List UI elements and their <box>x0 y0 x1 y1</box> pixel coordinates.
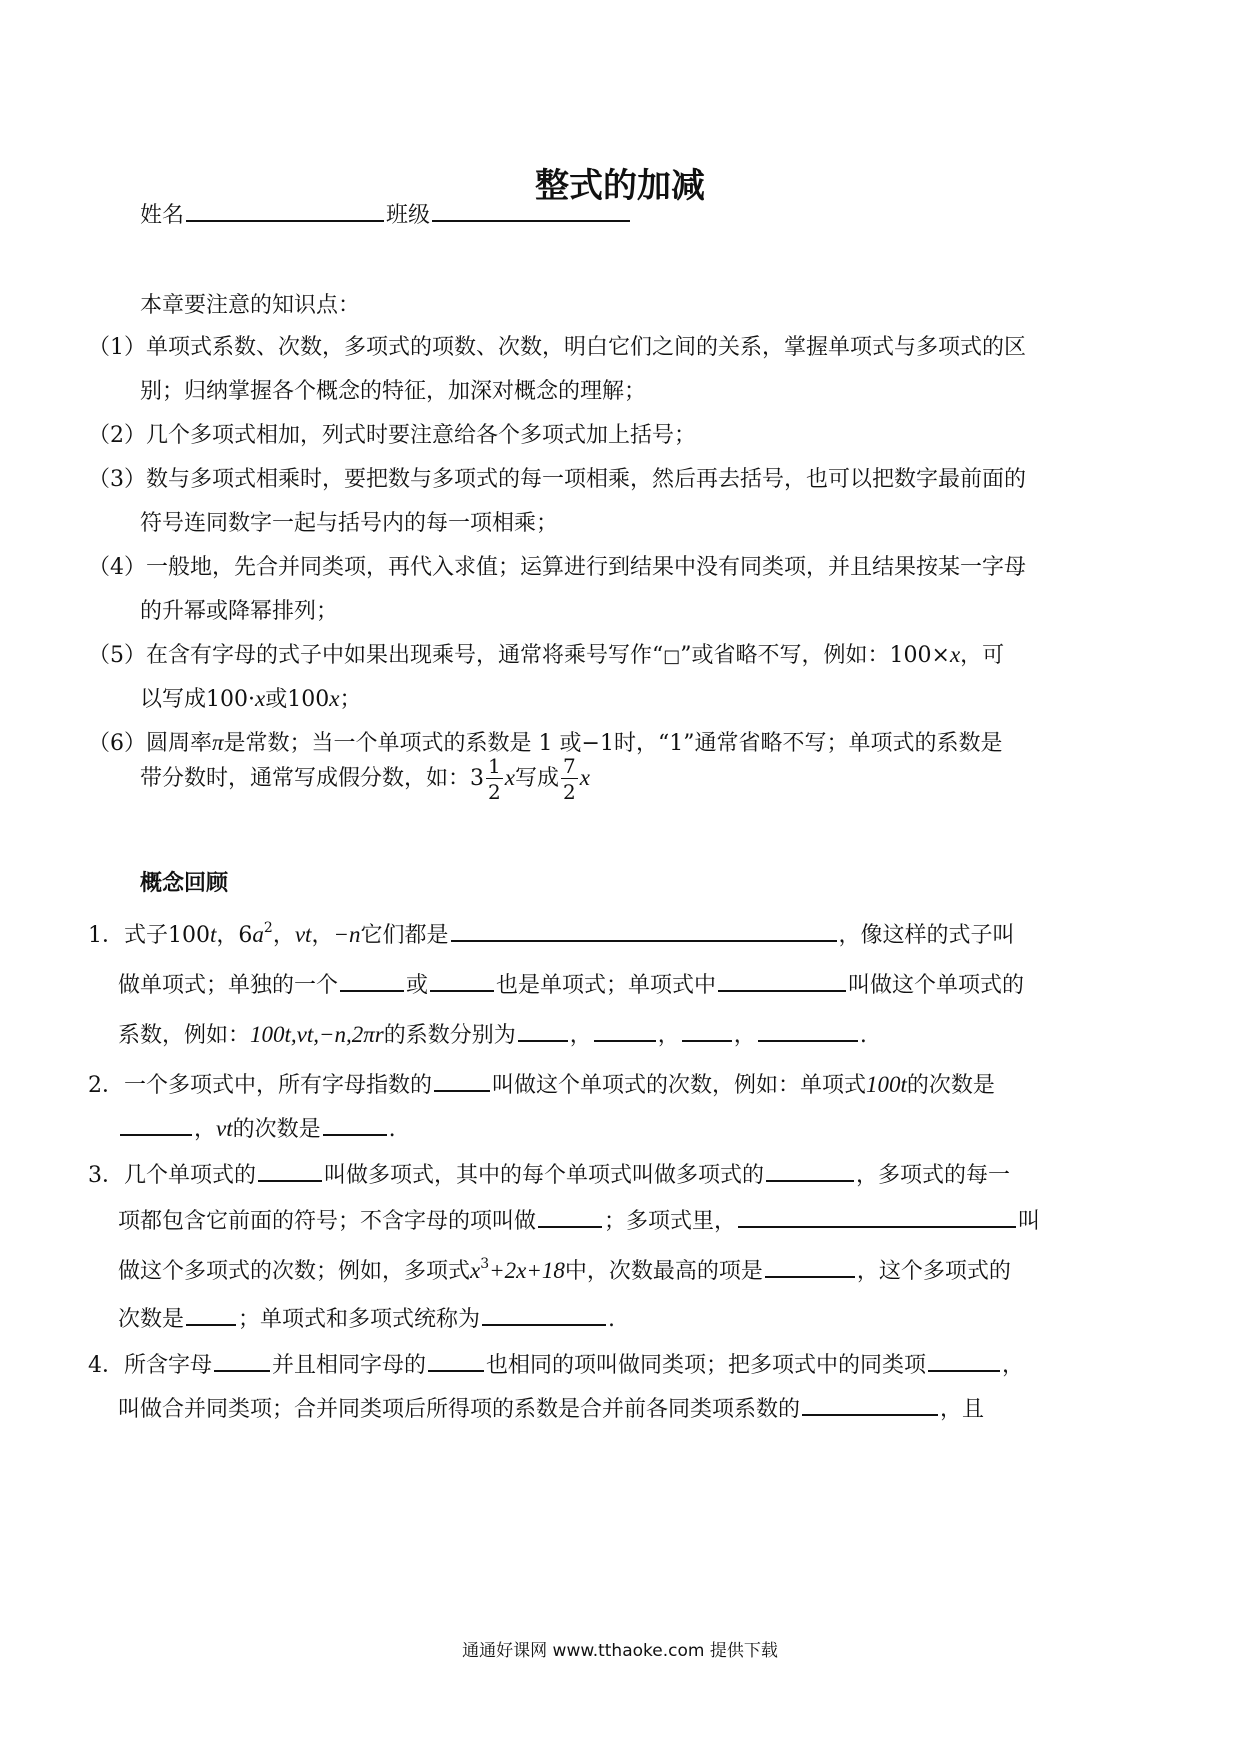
q4-text-2b: ，且 <box>940 1397 985 1422</box>
q1-line-1 <box>88 918 1015 949</box>
q2-blank-3[interactable] <box>323 1112 387 1136</box>
q1-comma-c: ， <box>733 1023 756 1048</box>
q2-blank-1[interactable] <box>434 1068 490 1092</box>
point-6-line-2 <box>140 756 590 802</box>
q3-text-3e: 中，次数最高的项是 <box>564 1259 763 1284</box>
q1-expr-list: 100t,vt,−n,2πr <box>250 1022 384 1047</box>
p6-var-x2: x <box>579 765 590 790</box>
q1-comma-3: ， <box>311 923 334 948</box>
fraction-2-denominator: 2 <box>562 780 576 804</box>
q4-text-c: 也相同的项叫做同类项；把多项式中的同类项 <box>486 1353 927 1378</box>
q1-end: . <box>859 1023 867 1048</box>
p5-text-end: ； <box>339 687 362 712</box>
q4-blank-3[interactable] <box>928 1348 1000 1372</box>
p5-expr-100x: 100× <box>889 643 950 668</box>
q2-text-b: 叫做这个单项式的次数，例如：单项式 <box>492 1073 867 1098</box>
q3-line-1 <box>88 1158 1010 1189</box>
point-6-line-1 <box>88 726 1002 757</box>
q1-text-2b: 或 <box>406 973 429 998</box>
q4-blank-1[interactable] <box>214 1348 270 1372</box>
q1-comma-2: ， <box>272 923 295 948</box>
q3-text-3f: ，这个多项式的 <box>856 1259 1011 1284</box>
multiply-symbol-box: □ <box>663 646 681 667</box>
q3-blank-3[interactable] <box>538 1204 602 1228</box>
q2-line-2 <box>118 1112 396 1143</box>
q2-var-vt: vt <box>216 1116 233 1141</box>
q1-text-3a: 系数，例如： <box>118 1023 251 1048</box>
q1-blank-1[interactable] <box>451 918 837 942</box>
p5-text-or: 或 <box>265 687 288 712</box>
fraction-seven-halves <box>561 756 578 802</box>
q1-blank-8[interactable] <box>758 1018 858 1042</box>
q2-text-2a: ， <box>194 1117 217 1142</box>
q1-exp-2: 2 <box>263 920 273 936</box>
q1-text-m: ，像这样的式子叫 <box>838 923 1015 948</box>
q3-line-2 <box>118 1204 1040 1235</box>
q1-text-l: 它们都是 <box>360 923 449 948</box>
q2-line-1 <box>88 1068 995 1099</box>
p5-var-x: x <box>949 642 961 667</box>
p6-text-a: （6）圆周率 <box>88 731 212 756</box>
p5-text-f: ，可 <box>960 643 1005 668</box>
q3-expr-rest: +2x+18 <box>489 1258 565 1283</box>
point-2-line-1: （2）几个多项式相加，列式时要注意给各个多项式加上括号； <box>88 423 696 448</box>
p5-text-2a: 以写成 <box>140 687 207 712</box>
q1-blank-6[interactable] <box>594 1018 656 1042</box>
q3-blank-4[interactable] <box>738 1204 1016 1228</box>
q3-text-2a: 项都包含它前面的符号；不含字母的项叫做 <box>118 1209 537 1234</box>
p5-text-a: （5）在含有字母的式子中如果出现乘号，通常将乘号写作“ <box>88 643 664 668</box>
q4-text-2a: 叫做合并同类项；合并同类项后所得项的系数是合并前各同类项系数的 <box>118 1397 801 1422</box>
mixed-number-whole: 3 <box>470 766 485 791</box>
name-label: 姓名 <box>140 203 185 228</box>
point-1-line-2: 别；归纳掌握各个概念的特征，加深对概念的理解； <box>140 379 647 404</box>
p6-text-c: 是常数；当一个单项式的系数是 1 或 <box>223 731 582 756</box>
q3-text-c: ，多项式的每一 <box>856 1163 1011 1188</box>
q1-num-100: 100 <box>168 923 210 948</box>
q1-var-a: a <box>252 922 264 947</box>
q1-line-3 <box>118 1018 867 1049</box>
p6-text-e: 时，“1”通常省略不写；单项式的系数是 <box>613 731 1003 756</box>
q1-text-2c: 也是单项式；单项式中 <box>496 973 717 998</box>
p5-var-x3: x <box>329 686 340 711</box>
p6-var-x: x <box>504 765 515 790</box>
name-blank[interactable] <box>186 198 384 222</box>
page-title: 整式的加减 <box>535 166 705 206</box>
q1-blank-4[interactable] <box>718 968 846 992</box>
q1-comma-b: ， <box>657 1023 680 1048</box>
q2-text-a: 2．一个多项式中，所有字母指数的 <box>88 1073 432 1098</box>
p5-expr-100dot: 100· <box>206 687 255 712</box>
p6-text-2a: 带分数时，通常写成假分数，如： <box>140 766 471 791</box>
q4-text-b: 并且相同字母的 <box>272 1353 427 1378</box>
point-5-line-1 <box>88 638 1004 669</box>
fraction-1-denominator: 2 <box>488 780 501 804</box>
q1-text-a: 1．式子 <box>88 923 168 948</box>
q1-text-2a: 做单项式；单独的一个 <box>118 973 339 998</box>
q1-num-6: 6 <box>238 923 253 948</box>
p5-var-x2: x <box>255 686 266 711</box>
q1-blank-5[interactable] <box>518 1018 568 1042</box>
q3-end: . <box>608 1307 616 1332</box>
p5-text-c: ”或省略不写，例如： <box>680 643 890 668</box>
name-class-line <box>140 198 632 229</box>
point-3-line-1: （3）数与多项式相乘时，要把数与多项式的每一项相乘，然后再去括号，也可以把数字最前面的 <box>88 467 1027 492</box>
q1-text-2d: 叫做这个单项式的 <box>848 973 1025 998</box>
point-4-line-1: （4）一般地，先合并同类项，再代入求值；运算进行到结果中没有同类项，并且结果按某一字母 <box>88 555 1027 580</box>
intro-text: 本章要注意的知识点： <box>140 293 361 318</box>
q3-text-a: 3．几个单项式的 <box>88 1163 256 1188</box>
q3-blank-1[interactable] <box>258 1158 322 1182</box>
q1-blank-2[interactable] <box>340 968 404 992</box>
q3-exp-3: 3 <box>480 1256 490 1272</box>
fraction-2-numerator: 7 <box>562 754 576 778</box>
q3-blank-6[interactable] <box>186 1302 236 1326</box>
q3-line-4 <box>118 1302 615 1333</box>
point-3-line-2: 符号连同数字一起与括号内的每一项相乘； <box>140 511 559 536</box>
fraction-one-half <box>486 756 503 802</box>
q1-var-vt: vt <box>294 922 312 947</box>
q4-line-1 <box>88 1348 1024 1379</box>
q1-text-3c: 的系数分别为 <box>383 1023 516 1048</box>
q1-line-2 <box>118 968 1024 999</box>
q2-blank-2[interactable] <box>120 1112 192 1136</box>
q2-text-2c: 的次数是 <box>232 1117 321 1142</box>
q1-var-neg-n: −n <box>333 922 361 947</box>
q2-text-d: 的次数是 <box>906 1073 995 1098</box>
q4-text-d: ， <box>1002 1353 1025 1378</box>
p5-expr-100: 100 <box>287 687 330 712</box>
q3-text-2c: 叫 <box>1018 1209 1041 1234</box>
q3-var-x: x <box>470 1258 481 1283</box>
p6-minus-one: −1 <box>581 731 614 756</box>
q3-text-2b: ；多项式里， <box>604 1209 737 1234</box>
point-1-line-1: （1）单项式系数、次数，多项式的项数、次数，明白它们之间的关系，掌握单项式与多项式的区 <box>88 335 1027 360</box>
q3-text-4b: ；单项式和多项式统称为 <box>238 1307 481 1332</box>
q1-comma-a: ， <box>569 1023 592 1048</box>
point-4-line-2: 的升幂或降幂排列； <box>140 599 339 624</box>
q4-text-a: 4．所含字母 <box>88 1353 212 1378</box>
q3-blank-2[interactable] <box>766 1158 854 1182</box>
q3-text-4a: 次数是 <box>118 1307 185 1332</box>
section-heading: 概念回顾 <box>140 871 229 896</box>
q1-comma-1: ， <box>216 923 239 948</box>
q3-blank-7[interactable] <box>482 1302 606 1326</box>
q3-blank-5[interactable] <box>765 1254 855 1278</box>
q2-end: . <box>388 1117 396 1142</box>
class-blank[interactable] <box>432 198 630 222</box>
q2-expr-100t: 100t <box>866 1072 907 1097</box>
class-label: 班级 <box>386 203 431 228</box>
pi-symbol: π <box>212 730 224 755</box>
q4-line-2 <box>118 1392 984 1423</box>
q3-text-3a: 做这个多项式的次数；例如，多项式 <box>118 1259 471 1284</box>
q1-blank-7[interactable] <box>682 1018 732 1042</box>
q3-line-3 <box>118 1254 1011 1285</box>
fraction-1-numerator: 1 <box>488 754 501 778</box>
point-5-line-2 <box>140 682 361 713</box>
q1-var-t: t <box>210 922 217 947</box>
p6-text-mid: 写成 <box>514 766 559 791</box>
page-footer: 通通好课网 www.tthaoke.com 提供下载 <box>462 1641 778 1661</box>
q3-text-b: 叫做多项式，其中的每个单项式叫做多项式的 <box>324 1163 765 1188</box>
q4-blank-4[interactable] <box>802 1392 938 1416</box>
q1-blank-3[interactable] <box>430 968 494 992</box>
q4-blank-2[interactable] <box>428 1348 484 1372</box>
